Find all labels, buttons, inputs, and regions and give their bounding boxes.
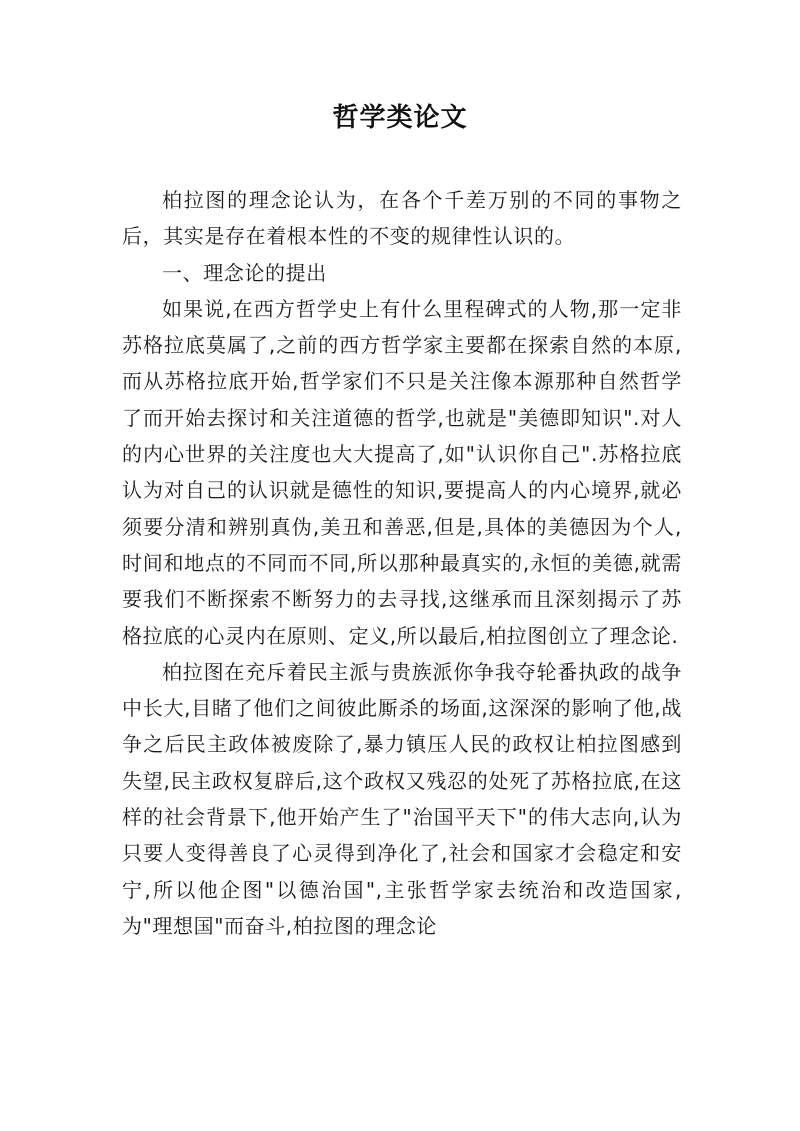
body-paragraph: 柏拉图在充斥着民主派与贵族派你争我夺轮番执政的战争中长大,目睹了他们之间彼此厮杀的场面,这深深的影响了他,战争之后民主政体被废除了,暴力镇压人民的政权让柏拉图感到失望,民主政权复辟后,这个政权又残忍的处死了苏格拉底,在这样的社会背景下,他开始产生了"治国平天下"的伟大志向,认为只要人变得善良了心灵得到净化了,社会和国家才会稳定和安宁,所以他企图"以德治国",主张哲学家去统治和改造国家,为"理想国"而奋斗,柏拉图的理念论	[122, 659, 682, 938]
document-title: 哲学类论文	[332, 103, 468, 133]
document-body	[122, 182, 682, 944]
body-paragraph: 如果说,在西方哲学史上有什么里程碑式的人物,那一定非苏格拉底莫属了,之前的西方哲学家主要都在探索自然的本原,而从苏格拉底开始,哲学家们不只是关注像本源那种自然哲学了而开始去探讨和关注道德的哲学,也就是"美德即知识".对人的内心世界的关注度也大大提高了,如"认识你自己".苏格拉底认为对自己的认识就是德性的知识,要提高人的内心境界,就必须要分清和辨别真伪,美丑和善恶,但是,具体的美德因为个人,时间和地点的不同而不同,所以那种最真实的,永恒的美德,就需要我们不断探索不断努力的去寻找,这继承而且深刻揭示了苏格拉底的心灵内在原则、定义,所以最后,柏拉图创立了理念论.	[122, 296, 682, 648]
section-heading: 一、理念论的提出	[162, 260, 327, 285]
intro-paragraph: 柏拉图的理念论认为，在各个千差万别的不同的事物之后，其实是存在着根本性的不变的规律性认识的。	[122, 188, 682, 249]
